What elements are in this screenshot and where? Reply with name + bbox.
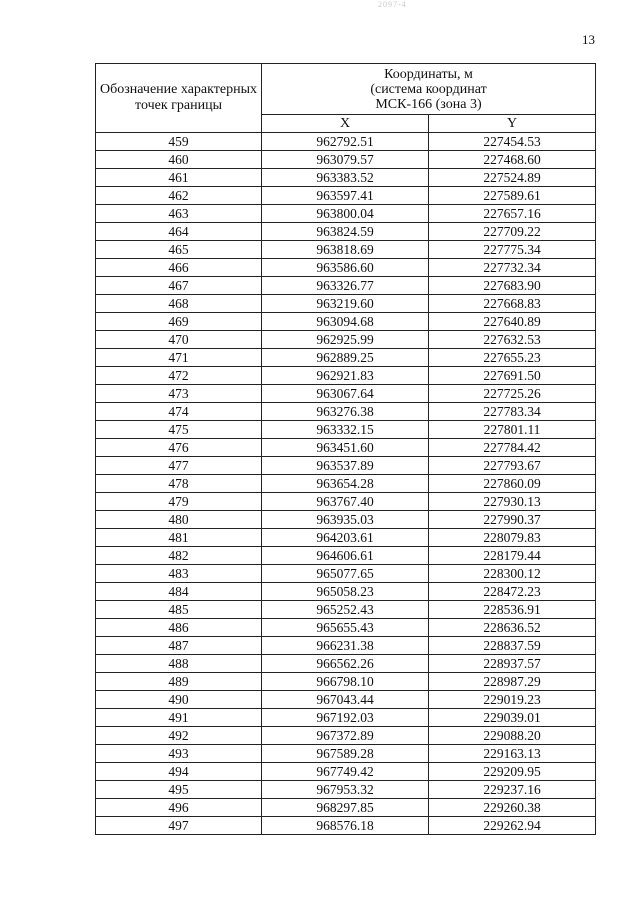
- top-stamp: 2097-4: [378, 0, 407, 9]
- y-cell: 227657.16: [429, 205, 596, 223]
- y-cell: 229260.38: [429, 799, 596, 817]
- y-cell: 227589.61: [429, 187, 596, 205]
- y-cell: 227783.34: [429, 403, 596, 421]
- x-cell: 963824.59: [262, 223, 429, 241]
- y-cell: 227725.26: [429, 385, 596, 403]
- table-row: [96, 781, 596, 799]
- y-cell: 227683.90: [429, 277, 596, 295]
- table-row: [96, 817, 596, 835]
- y-cell: 227655.23: [429, 349, 596, 367]
- x-cell: 968576.18: [262, 817, 429, 835]
- table-row: [96, 169, 596, 187]
- point-cell: 496: [96, 799, 262, 817]
- x-cell: 963586.60: [262, 259, 429, 277]
- x-cell: 963818.69: [262, 241, 429, 259]
- y-cell: 228987.29: [429, 673, 596, 691]
- point-cell: 484: [96, 583, 262, 601]
- x-cell: 967749.42: [262, 763, 429, 781]
- table-row: [96, 223, 596, 241]
- point-cell: 460: [96, 151, 262, 169]
- point-cell: 477: [96, 457, 262, 475]
- point-cell: 490: [96, 691, 262, 709]
- point-cell: 492: [96, 727, 262, 745]
- point-cell: 494: [96, 763, 262, 781]
- y-cell: 228937.57: [429, 655, 596, 673]
- x-cell: 962925.99: [262, 331, 429, 349]
- y-cell: 227732.34: [429, 259, 596, 277]
- table-row: [96, 655, 596, 673]
- point-cell: 493: [96, 745, 262, 763]
- coordinates-header-line1: Координаты, м: [384, 66, 473, 82]
- y-cell: 228079.83: [429, 529, 596, 547]
- x-cell: 967372.89: [262, 727, 429, 745]
- table-row: [96, 691, 596, 709]
- point-cell: 473: [96, 385, 262, 403]
- point-cell: 471: [96, 349, 262, 367]
- point-cell: 464: [96, 223, 262, 241]
- x-cell: 965077.65: [262, 565, 429, 583]
- point-cell: 474: [96, 403, 262, 421]
- table-row: [96, 151, 596, 169]
- coordinates-header: [262, 64, 596, 115]
- x-cell: 966562.26: [262, 655, 429, 673]
- y-cell: 227691.50: [429, 367, 596, 385]
- point-cell: 479: [96, 493, 262, 511]
- point-cell: 486: [96, 619, 262, 637]
- y-cell: 227454.53: [429, 133, 596, 151]
- y-cell: 227668.83: [429, 295, 596, 313]
- x-cell: 963654.28: [262, 475, 429, 493]
- table-row: [96, 511, 596, 529]
- table-row: [96, 313, 596, 331]
- table-row: [96, 385, 596, 403]
- point-designation-header: Обозначение характерных точек границы: [96, 64, 262, 133]
- table-row: [96, 475, 596, 493]
- table-row: [96, 367, 596, 385]
- x-cell: 963326.77: [262, 277, 429, 295]
- x-cell: 963597.41: [262, 187, 429, 205]
- x-cell: 963383.52: [262, 169, 429, 187]
- y-cell: 227632.53: [429, 331, 596, 349]
- x-cell: 963451.60: [262, 439, 429, 457]
- point-cell: 469: [96, 313, 262, 331]
- table-row: [96, 637, 596, 655]
- table-row: [96, 439, 596, 457]
- table-row: [96, 349, 596, 367]
- y-cell: 227801.11: [429, 421, 596, 439]
- x-cell: 963067.64: [262, 385, 429, 403]
- x-cell: 967043.44: [262, 691, 429, 709]
- table-row: [96, 799, 596, 817]
- point-cell: 467: [96, 277, 262, 295]
- y-cell: 227468.60: [429, 151, 596, 169]
- x-cell: 963800.04: [262, 205, 429, 223]
- table-row: [96, 421, 596, 439]
- x-cell: 963219.60: [262, 295, 429, 313]
- point-cell: 476: [96, 439, 262, 457]
- table-row: [96, 745, 596, 763]
- y-cell: 228179.44: [429, 547, 596, 565]
- point-cell: 462: [96, 187, 262, 205]
- table-row: [96, 547, 596, 565]
- x-cell: 965655.43: [262, 619, 429, 637]
- table-row: [96, 493, 596, 511]
- point-cell: 472: [96, 367, 262, 385]
- table-row: [96, 403, 596, 421]
- table-row: [96, 583, 596, 601]
- point-cell: 482: [96, 547, 262, 565]
- coordinates-header-line3: МСК-166 (зона 3): [375, 96, 482, 112]
- y-cell: 229163.13: [429, 745, 596, 763]
- x-cell: 965252.43: [262, 601, 429, 619]
- table-row: [96, 619, 596, 637]
- point-cell: 483: [96, 565, 262, 583]
- table-row: [96, 241, 596, 259]
- x-cell: 963079.57: [262, 151, 429, 169]
- y-cell: 227640.89: [429, 313, 596, 331]
- point-cell: 480: [96, 511, 262, 529]
- table-row: [96, 133, 596, 151]
- table-row: [96, 331, 596, 349]
- y-cell: 227930.13: [429, 493, 596, 511]
- point-cell: 468: [96, 295, 262, 313]
- table-row: [96, 259, 596, 277]
- table-row: [96, 565, 596, 583]
- x-cell: 963537.89: [262, 457, 429, 475]
- table-row: [96, 601, 596, 619]
- y-cell: 229088.20: [429, 727, 596, 745]
- point-cell: 459: [96, 133, 262, 151]
- y-cell: 228536.91: [429, 601, 596, 619]
- y-cell: 229237.16: [429, 781, 596, 799]
- y-cell: 228300.12: [429, 565, 596, 583]
- y-cell: 227990.37: [429, 511, 596, 529]
- x-cell: 967953.32: [262, 781, 429, 799]
- x-cell: 966798.10: [262, 673, 429, 691]
- y-cell: 229262.94: [429, 817, 596, 835]
- table-row: [96, 529, 596, 547]
- point-cell: 491: [96, 709, 262, 727]
- y-column-header: Y: [429, 115, 596, 133]
- y-cell: 229209.95: [429, 763, 596, 781]
- point-cell: 497: [96, 817, 262, 835]
- y-cell: 227524.89: [429, 169, 596, 187]
- table-row: [96, 727, 596, 745]
- point-cell: 495: [96, 781, 262, 799]
- point-cell: 475: [96, 421, 262, 439]
- x-cell: 964606.61: [262, 547, 429, 565]
- x-cell: 964203.61: [262, 529, 429, 547]
- point-cell: 478: [96, 475, 262, 493]
- table-row: [96, 673, 596, 691]
- point-cell: 487: [96, 637, 262, 655]
- table-row: [96, 709, 596, 727]
- point-cell: 465: [96, 241, 262, 259]
- point-cell: 489: [96, 673, 262, 691]
- y-cell: 227860.09: [429, 475, 596, 493]
- page-number: 13: [582, 32, 595, 47]
- point-cell: 461: [96, 169, 262, 187]
- y-cell: 227709.22: [429, 223, 596, 241]
- point-cell: 470: [96, 331, 262, 349]
- coordinates-header-line2: (система координат: [370, 81, 487, 97]
- y-cell: 228472.23: [429, 583, 596, 601]
- point-cell: 488: [96, 655, 262, 673]
- x-cell: 968297.85: [262, 799, 429, 817]
- x-cell: 963935.03: [262, 511, 429, 529]
- coordinates-table: [95, 63, 596, 835]
- y-cell: 227775.34: [429, 241, 596, 259]
- x-cell: 962889.25: [262, 349, 429, 367]
- table-row: [96, 295, 596, 313]
- table-row: [96, 277, 596, 295]
- x-cell: 962921.83: [262, 367, 429, 385]
- table-row: [96, 205, 596, 223]
- x-cell: 966231.38: [262, 637, 429, 655]
- point-cell: 466: [96, 259, 262, 277]
- y-cell: 229019.23: [429, 691, 596, 709]
- x-cell: 965058.23: [262, 583, 429, 601]
- table-row: [96, 187, 596, 205]
- y-cell: 228837.59: [429, 637, 596, 655]
- point-cell: 485: [96, 601, 262, 619]
- table-row: [96, 457, 596, 475]
- x-cell: 963767.40: [262, 493, 429, 511]
- x-cell: 963332.15: [262, 421, 429, 439]
- x-cell: 963276.38: [262, 403, 429, 421]
- table-body: [96, 133, 596, 835]
- point-cell: 463: [96, 205, 262, 223]
- x-column-header: X: [262, 115, 429, 133]
- point-cell: 481: [96, 529, 262, 547]
- y-cell: 227793.67: [429, 457, 596, 475]
- x-cell: 967192.03: [262, 709, 429, 727]
- x-cell: 963094.68: [262, 313, 429, 331]
- x-cell: 962792.51: [262, 133, 429, 151]
- table-row: [96, 763, 596, 781]
- y-cell: 229039.01: [429, 709, 596, 727]
- x-cell: 967589.28: [262, 745, 429, 763]
- y-cell: 227784.42: [429, 439, 596, 457]
- y-cell: 228636.52: [429, 619, 596, 637]
